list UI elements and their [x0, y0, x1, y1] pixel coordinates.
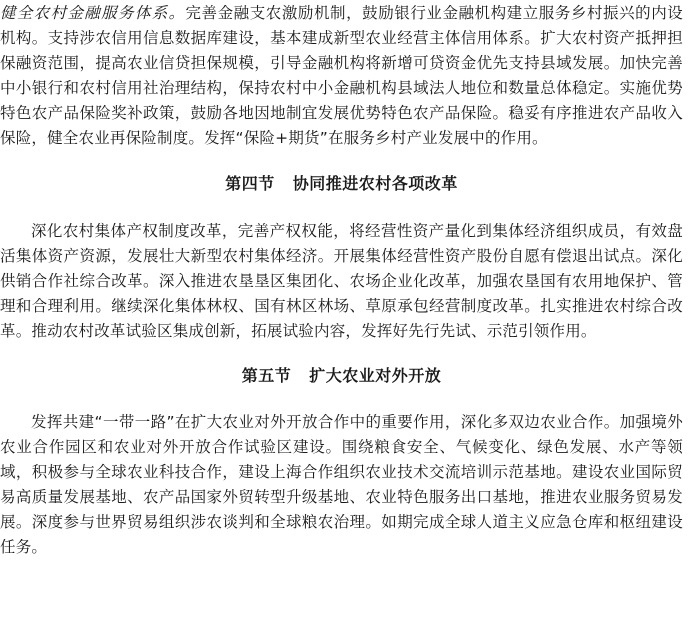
section-4-paragraph: 深化农村集体产权制度改革，完善产权权能，将经营性资产量化到集体经济组织成员，有效盘活集体资产资源，发展壮大新型农村集体经济。开展集体经营性资产股份自愿有偿退出试点。深化供销合作社综合改革。深入推进农垦垦区集团化、农场企业化改革，加强农垦国有农用地保护、管理和合理利用。继续深化集体林权、国有林区林场、草原承包经营制度改革。扎实推进农村综合改革。推动农村改革试验区集成创新，拓展试验内容，发挥好先行先试、示范引领作用。	[0, 222, 683, 340]
intro-body-text: 完善金融支农激励机制，鼓励银行业金融机构建立服务乡村振兴的内设机构。支持涉农信用信息数据库建设，基本建成新型农业经营主体信用体系。扩大农村资产抵押担保融资范围，提高农业信贷担保规模，引导金融机构将新增可贷资金优先支持县域发展。加快完善中小银行和农村信用社治理结构，保持农村中小金融机构县域法人地位和数量总体稳定。实施优势特色农产品保险奖补政策，鼓励各地因地制宜发展优势特色农产品保险。稳妥有序推进农产品收入保险，健全农业再保险制度。发挥“保险+期货”在服务乡村产业发展中的作用。	[0, 4, 683, 147]
section-5-number: 第五节	[241, 366, 292, 385]
section-4-title: 协同推进农村各项改革	[292, 174, 458, 193]
intro-lead-text: 健全农村金融服务体系。	[0, 4, 186, 22]
section-4-number: 第四节	[225, 174, 275, 193]
spacer	[0, 151, 683, 171]
spacer	[0, 196, 683, 219]
intro-paragraph	[0, 0, 683, 151]
section-5-title: 扩大农业对外开放	[309, 366, 442, 385]
spacer	[0, 344, 683, 363]
section-5-paragraph: 发挥共建“一带一路”在扩大农业对外开放合作中的重要作用，深化多双边农业合作。加强境外农业合作园区和农业对外开放合作试验区建设。围绕粮食安全、气候变化、绿色发展、水产等领域，积极参与全球农业科技合作，建设上海合作组织农业技术交流培训示范基地。建设农业国际贸易高质量发展基地、农产品国家外贸转型升级基地、农业特色服务出口基地，推进农业服务贸易发展。深度参与世界贸易组织涉农谈判和全球粮农治理。如期完成全球人道主义应急仓库和枢纽建设任务。	[0, 413, 683, 556]
section-5-heading	[0, 363, 683, 388]
section-4-heading	[0, 171, 683, 196]
spacer	[0, 388, 683, 410]
